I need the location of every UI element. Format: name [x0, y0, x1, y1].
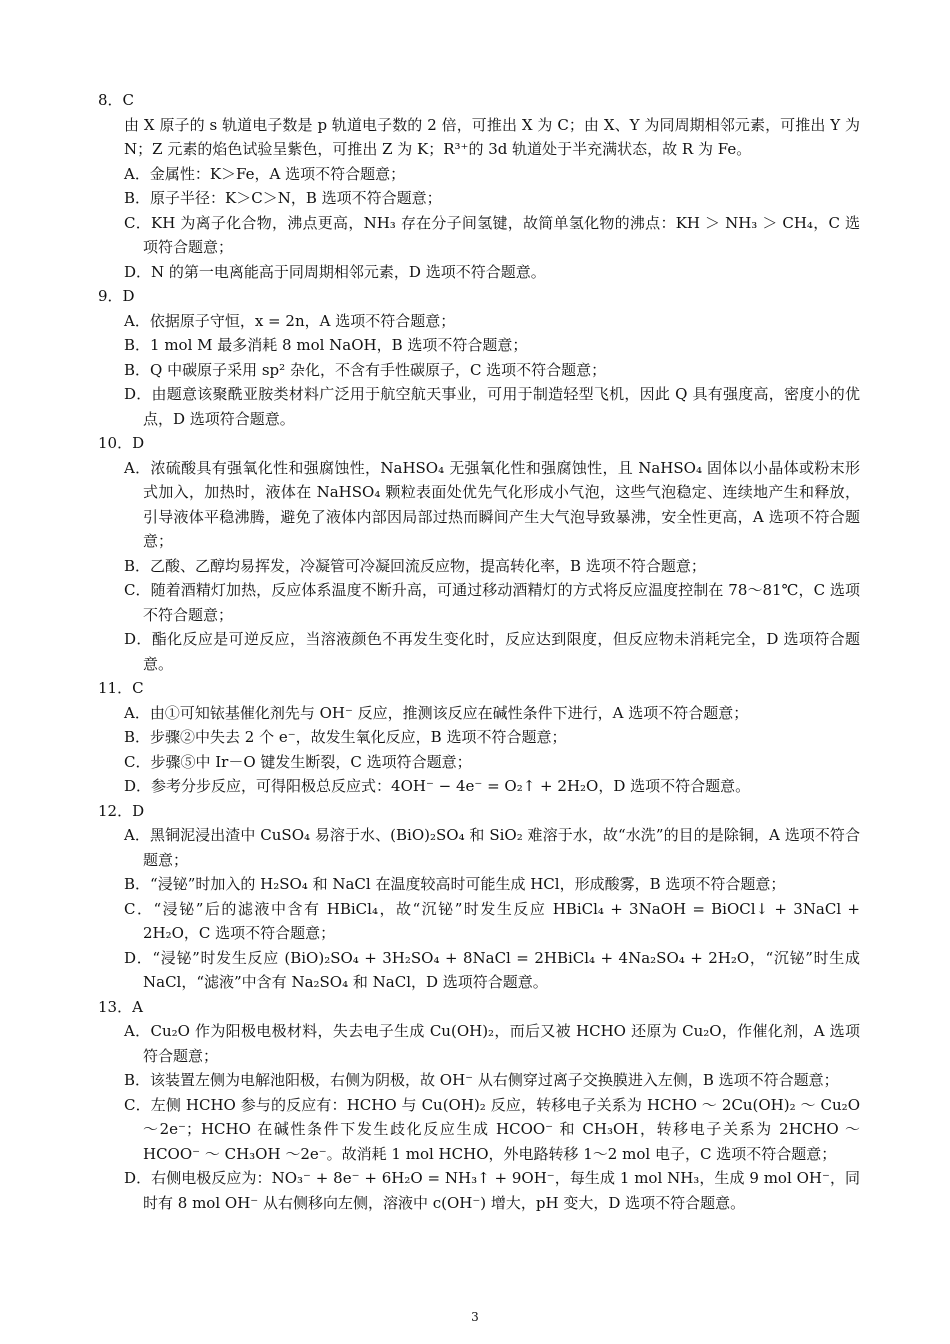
question-10 [96, 431, 860, 676]
option: A．依据原子守恒，x = 2n，A 选项不符合题意； [124, 311, 456, 330]
option: D．酯化反应是可逆反应，当溶液颜色不再发生变化时，反应达到限度，但反应物未消耗完全，D 选项符合题意。 [124, 630, 860, 673]
option: C．“浸铋”后的滤液中含有 HBiCl₄，故“沉铋”时发生反应 HBiCl₄ + 3NaOH = BiOCl↓ + 3NaCl + 2H₂O，C 选项不符合题意； [124, 899, 860, 942]
answer-content [96, 88, 860, 1215]
question-number: 10．D [98, 434, 145, 452]
option: B．原子半径：K＞C＞N，B 选项不符合题意； [124, 189, 442, 207]
option: C．步骤⑤中 Ir－O 键发生断裂，C 选项符合题意； [124, 752, 472, 771]
option: C．左侧 HCHO 参与的反应有：HCHO 与 Cu(OH)₂ 反应，转移电子关系为 HCHO ～ 2Cu(OH)₂ ～ Cu₂O ～2e⁻；HCHO 在碱性条件下发生歧化反应生成 HCOO⁻ 和 CH₃OH，转移电子关系为 2HCHO ～ HCOO⁻ ～ CH₃OH ～2e⁻。故消耗 1 mol HCHO，外电路转移 1～2 mol 电子，C 选项不符合题意； [124, 1095, 860, 1163]
option: A．黑铜泥浸出渣中 CuSO₄ 易溶于水、(BiO)₂SO₄ 和 SiO₂ 难溶于水，故“水洗”的目的是除铜，A 选项不符合题意； [124, 826, 860, 869]
question-number: 9．D [98, 287, 135, 305]
option: D．由题意该聚酰亚胺类材料广泛用于航空航天事业，可用于制造轻型飞机，因此 Q 具有强度高，密度小的优点，D 选项符合题意。 [124, 385, 860, 428]
question-number: 8．C [98, 91, 135, 109]
question-12 [96, 799, 860, 995]
question-8 [96, 88, 860, 284]
question-9 [96, 284, 860, 431]
question-number: 13．A [98, 997, 143, 1016]
option: B．“浸铋”时加入的 H₂SO₄ 和 NaCl 在温度较高时可能生成 HCl，形成酸雾，B 选项不符合题意； [124, 875, 786, 893]
option: B．乙酸、乙醇均易挥发，冷凝管可冷凝回流反应物，提高转化率，B 选项不符合题意； [124, 556, 706, 575]
option: A．Cu₂O 作为阳极电极材料，失去电子生成 Cu(OH)₂，而后又被 HCHO 还原为 Cu₂O，作催化剂，A 选项符合题意； [124, 1022, 860, 1065]
option: A．由①可知铱基催化剂先与 OH⁻ 反应，推测该反应在碱性条件下进行，A 选项不符合题意； [124, 703, 749, 722]
question-intro: 由 X 原子的 s 轨道电子数是 p 轨道电子数的 2 倍，可推出 X 为 C；由 X、Y 为同周期相邻元素，可推出 Y 为 N；Z 元素的焰色试验呈紫色，可推出 Z 为 K；R³⁺的 3d 轨道处于半充满状态，故 R 为 Fe。 [124, 115, 860, 158]
option: D．N 的第一电离能高于同周期相邻元素，D 选项不符合题意。 [124, 262, 546, 281]
option: B．1 mol M 最多消耗 8 mol NaOH，B 选项不符合题意； [124, 336, 528, 354]
question-13 [96, 995, 860, 1216]
option: C．随着酒精灯加热，反应体系温度不断升高，可通过移动酒精灯的方式将反应温度控制在 78～81℃，C 选项不符合题意； [124, 581, 860, 624]
option: A．金属性：K＞Fe，A 选项不符合题意； [124, 164, 406, 183]
question-number: 12．D [98, 801, 145, 820]
option: D．“浸铋”时发生反应 (BiO)₂SO₄ + 3H₂SO₄ + 8NaCl = 2HBiCl₄ + 4Na₂SO₄ + 2H₂O，“沉铋”时生成 NaCl，“滤液”中含有 Na₂SO₄ 和 NaCl，D 选项符合题意。 [124, 948, 860, 991]
option: B．Q 中碳原子采用 sp² 杂化，不含有手性碳原子，C 选项不符合题意； [124, 360, 607, 379]
question-number: 11．C [98, 679, 144, 697]
option: B．步骤②中失去 2 个 e⁻，故发生氧化反应，B 选项不符合题意； [124, 728, 567, 746]
option: C．KH 为离子化合物，沸点更高，NH₃ 存在分子间氢键，故简单氢化物的沸点：KH ＞ NH₃ ＞ CH₄，C 选项符合题意； [124, 213, 860, 256]
option: B．该装置左侧为电解池阳极，右侧为阴极，故 OH⁻ 从右侧穿过离子交换膜进入左侧，B 选项不符合题意； [124, 1071, 839, 1089]
option: D．右侧电极反应为：NO₃⁻ + 8e⁻ + 6H₂O = NH₃↑ + 9OH⁻，每生成 1 mol NH₃，生成 9 mol OH⁻，同时有 8 mol OH⁻ 从右侧移向左侧，溶液中 c(OH⁻) 增大，pH 变大，D 选项不符合题意。 [124, 1169, 860, 1212]
option: A．浓硫酸具有强氧化性和强腐蚀性，NaHSO₄ 无强氧化性和强腐蚀性，且 NaHSO₄ 固体以小晶体或粉末形式加入，加热时，液体在 NaHSO₄ 颗粒表面处优先气化形成小气泡，这些气泡稳定、连续地产生和释放，引导液体平稳沸腾，避免了液体内部因局部过热而瞬间产生大气泡导致暴沸，安全性更高，A 选项不符合题意； [124, 458, 860, 550]
question-11 [96, 676, 860, 799]
page-number: 3 [471, 1310, 479, 1324]
option: D．参考分步反应，可得阳极总反应式：4OH⁻ − 4e⁻ = O₂↑ + 2H₂O，D 选项不符合题意。 [124, 777, 751, 795]
